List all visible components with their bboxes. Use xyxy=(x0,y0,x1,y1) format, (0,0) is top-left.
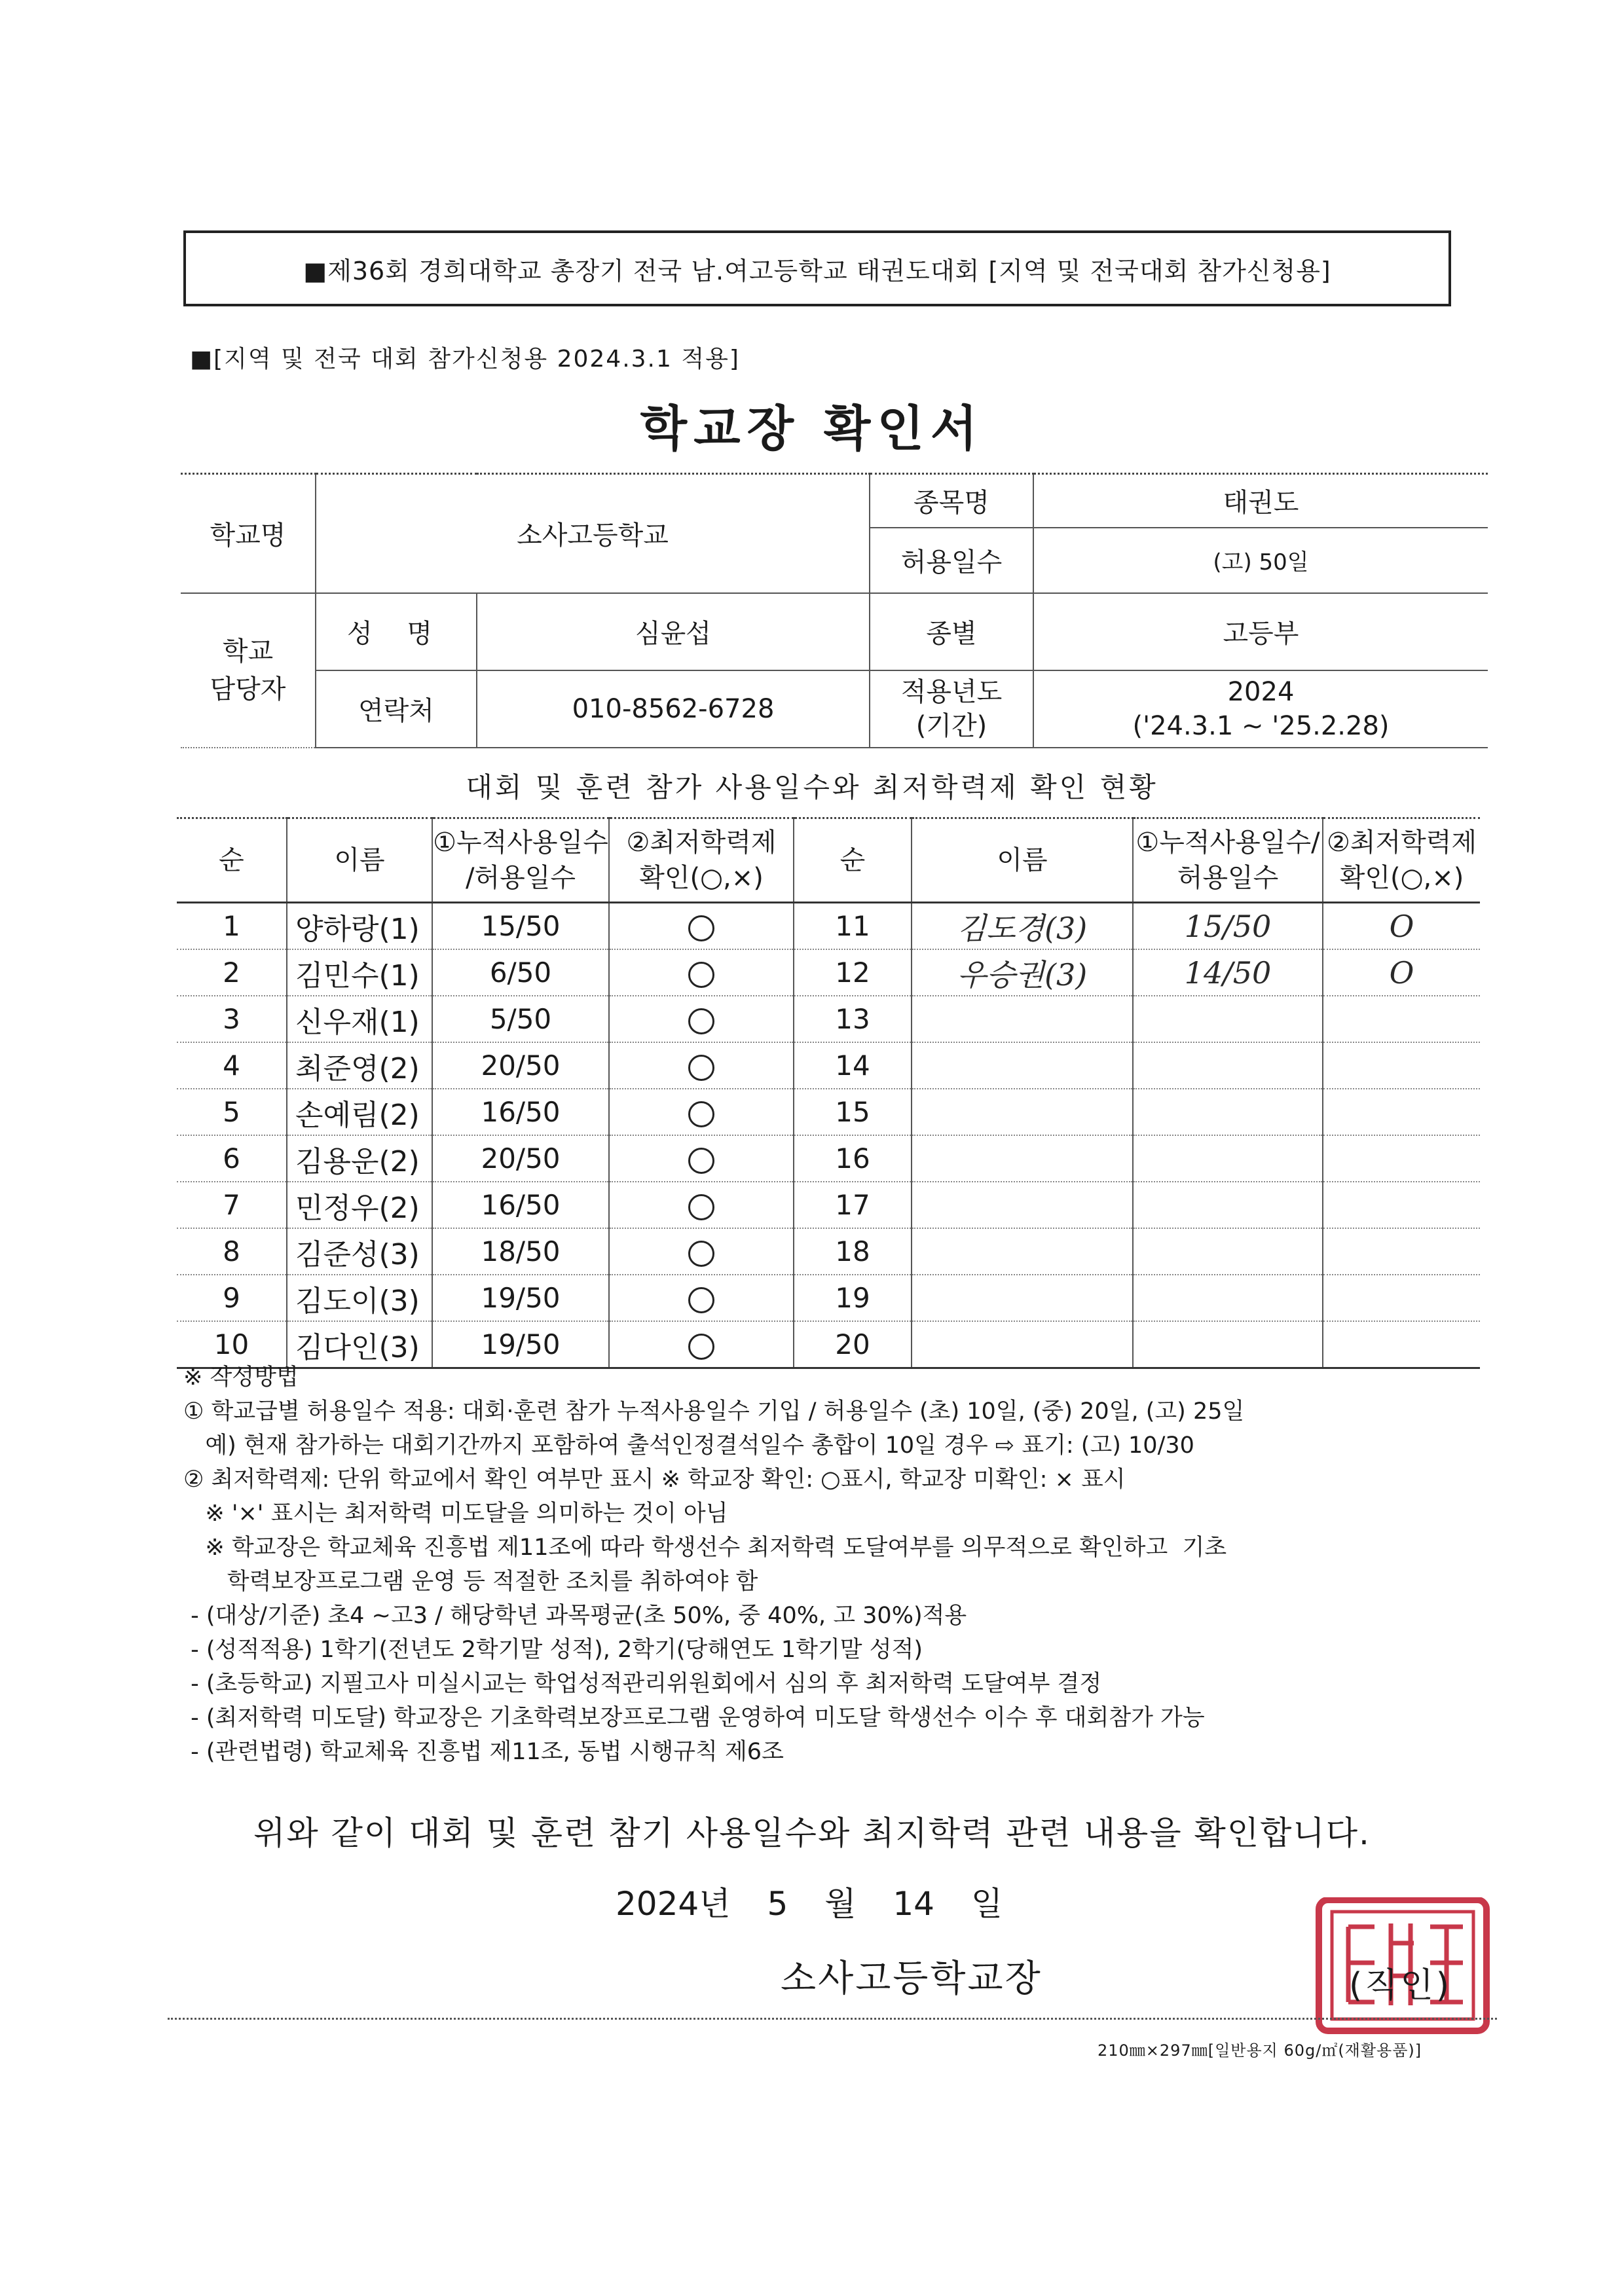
row-check-left xyxy=(609,1275,794,1321)
row-name-left xyxy=(287,1228,432,1275)
col-check-right-line2: 확인(○,×) xyxy=(1339,863,1464,893)
row-name-right xyxy=(912,1275,1133,1321)
row-name-left xyxy=(287,1182,432,1228)
row-name-left-text: 김도이(3) xyxy=(295,1284,420,1318)
col-check-left-line2: 확인(○,×) xyxy=(639,863,764,893)
row-name-left-text: 김용운(2) xyxy=(295,1144,420,1178)
row-days-right xyxy=(1133,949,1323,996)
row-check-left xyxy=(609,949,794,996)
row-days-left xyxy=(432,1135,609,1182)
row-check-left xyxy=(609,1182,794,1228)
row-days-right-text: 15/50 xyxy=(1184,908,1272,944)
check-circle-icon xyxy=(688,1287,714,1313)
check-circle-icon xyxy=(688,1334,714,1360)
status-row xyxy=(177,1135,1480,1182)
row-no-left-text: 2 xyxy=(223,957,240,989)
col-no-right: 순 xyxy=(794,818,912,903)
row-name-left-text: 양하랑(1) xyxy=(295,912,420,946)
note-line: ※ 학교장은 학교체육 진흥법 제11조에 따라 학생선수 최저학력 도달여부를 의무적으로 확인하고 기초 xyxy=(183,1535,1227,1561)
notes-heading: ※ 작성방법 xyxy=(183,1364,299,1391)
row-no-right xyxy=(794,1182,912,1228)
row-no-right-text: 16 xyxy=(835,1142,870,1175)
row-days-left xyxy=(432,996,609,1042)
period-label xyxy=(870,670,1033,748)
staff-label-line1: 학교 xyxy=(222,636,274,666)
row-no-right-text: 11 xyxy=(835,910,870,942)
row-no-right-text: 12 xyxy=(835,957,870,989)
row-days-left-text: 19/50 xyxy=(481,1282,561,1314)
check-circle-icon xyxy=(688,1148,714,1174)
row-name-left-text: 김준성(3) xyxy=(295,1237,420,1271)
confirmation-statement: 위와 같이 대회 및 훈련 참기 사용일수와 최지학력 관련 내용을 확인합니다. xyxy=(253,1814,1371,1852)
row-no-right xyxy=(794,949,912,996)
event-title: ■제36회 경희대학교 총장기 전국 남.여고등학교 태권도대회 [지역 및 전국대회 참가신청용] xyxy=(303,256,1331,285)
row-days-right-text: 14/50 xyxy=(1184,955,1272,991)
col-check-left-line1: ②최저학력제 xyxy=(626,828,777,858)
row-check-left xyxy=(609,996,794,1042)
writing-instructions xyxy=(183,1360,1486,1769)
row-check-right xyxy=(1323,1089,1480,1135)
row-check-left xyxy=(609,903,794,950)
status-row xyxy=(177,949,1480,996)
row-days-right xyxy=(1133,1182,1323,1228)
staff-name-value: 심윤섭 xyxy=(477,593,870,670)
division-value: 고등부 xyxy=(1033,593,1488,670)
sport-value: 태권도 xyxy=(1033,474,1488,528)
status-row xyxy=(177,996,1480,1042)
row-no-right-text: 17 xyxy=(835,1189,870,1221)
col-days-left xyxy=(432,818,609,903)
row-days-left-text: 18/50 xyxy=(481,1235,561,1267)
row-no-right-text: 19 xyxy=(835,1282,870,1314)
row-days-left-text: 15/50 xyxy=(481,910,561,942)
row-days-right xyxy=(1133,1275,1323,1321)
row-no-left xyxy=(177,903,287,950)
staff-name-label: 성 명 xyxy=(316,593,477,670)
col-no-left: 순 xyxy=(177,818,287,903)
staff-label-line2: 담당자 xyxy=(210,674,286,704)
col-check-right xyxy=(1323,818,1480,903)
col-check-left xyxy=(609,818,794,903)
col-days-left-line1: ①누적사용일수 xyxy=(433,828,608,858)
row-no-right xyxy=(794,903,912,950)
row-check-right xyxy=(1323,903,1480,950)
staff-label xyxy=(181,593,316,748)
status-section-title: 대회 및 훈련 참가 사용일수와 최저학력제 확인 현황 xyxy=(466,771,1158,803)
check-circle-icon xyxy=(688,1241,714,1267)
row-check-right xyxy=(1323,996,1480,1042)
contact-label: 연락처 xyxy=(316,670,477,748)
note-line: ※ '×' 표시는 최저학력 미도달을 의미하는 것이 아님 xyxy=(183,1501,728,1527)
row-no-right-text: 20 xyxy=(835,1328,870,1360)
status-table xyxy=(177,817,1480,1369)
row-no-left xyxy=(177,1042,287,1089)
contact-value: 010-8562-6728 xyxy=(477,670,870,748)
row-check-right xyxy=(1323,1228,1480,1275)
row-name-left xyxy=(287,1135,432,1182)
row-no-left xyxy=(177,949,287,996)
row-name-right xyxy=(912,1042,1133,1089)
row-name-right xyxy=(912,1135,1133,1182)
row-no-left-text: 8 xyxy=(223,1235,240,1267)
footer-divider xyxy=(168,2018,1497,2020)
row-no-left xyxy=(177,1135,287,1182)
event-title-box xyxy=(183,230,1451,306)
row-no-left-text: 10 xyxy=(213,1328,249,1360)
col-days-left-line2: /허용일수 xyxy=(465,863,576,893)
row-name-right xyxy=(912,1228,1133,1275)
row-no-right xyxy=(794,1228,912,1275)
check-circle-icon xyxy=(688,962,714,988)
note-line: - (대상/기준) 초4 ~고3 / 해당학년 과목평균(초 50%, 중 40%, 고 30%)적용 xyxy=(183,1603,967,1629)
allowed-days-value: (고) 50일 xyxy=(1033,528,1488,593)
period-label-line2: (기간) xyxy=(915,710,987,741)
row-days-right xyxy=(1133,1042,1323,1089)
row-name-right xyxy=(912,1182,1133,1228)
row-name-left-text: 김다인(3) xyxy=(295,1330,420,1364)
row-days-left-text: 16/50 xyxy=(481,1189,561,1221)
row-days-left xyxy=(432,1275,609,1321)
row-no-right xyxy=(794,1042,912,1089)
principal-title: 소사고등학교장 xyxy=(781,1958,1043,2000)
row-no-left-text: 5 xyxy=(223,1096,240,1128)
col-name-left: 이름 xyxy=(287,818,432,903)
status-row xyxy=(177,1182,1480,1228)
note-line: ② 최저학력제: 단위 학교에서 확인 여부만 표시 ※ 학교장 확인: ○표시, 학교장 미확인: × 표시 xyxy=(183,1467,1126,1493)
col-days-right-line2: 허용일수 xyxy=(1177,863,1279,893)
status-header-row xyxy=(177,818,1480,903)
school-info-table xyxy=(181,473,1488,748)
row-name-left xyxy=(287,949,432,996)
row-no-left-text: 6 xyxy=(223,1142,240,1175)
row-check-right-text: O xyxy=(1389,955,1414,991)
row-days-right xyxy=(1133,1135,1323,1182)
row-no-right-text: 15 xyxy=(835,1096,870,1128)
document-title: 학교장 확인서 xyxy=(640,401,984,457)
check-circle-icon xyxy=(688,1008,714,1034)
note-line: ① 학교급별 허용일수 적용: 대회·훈련 참가 누적사용일수 기입 / 허용일수 (초) 10일, (중) 20일, (고) 25일 xyxy=(183,1398,1245,1425)
row-days-left xyxy=(432,1042,609,1089)
row-no-left-text: 1 xyxy=(223,910,240,942)
row-name-right xyxy=(912,949,1133,996)
row-days-left-text: 16/50 xyxy=(481,1096,561,1128)
row-no-left xyxy=(177,1228,287,1275)
note-line: - (초등학교) 지필고사 미실시교는 학업성적관리위원회에서 심의 후 최저학력 도달여부 결정 xyxy=(183,1671,1102,1697)
row-name-right xyxy=(912,996,1133,1042)
row-no-left xyxy=(177,1089,287,1135)
row-name-left xyxy=(287,996,432,1042)
period-label-line1: 적용년도 xyxy=(900,676,1003,707)
row-no-left xyxy=(177,996,287,1042)
form-subheading: ■[지역 및 전국 대회 참가신청용 2024.3.1 적용] xyxy=(190,346,740,373)
sport-label: 종목명 xyxy=(870,474,1033,528)
row-no-right xyxy=(794,1275,912,1321)
row-no-right xyxy=(794,1135,912,1182)
col-days-right xyxy=(1133,818,1323,903)
row-days-left xyxy=(432,1228,609,1275)
check-circle-icon xyxy=(688,1101,714,1127)
row-days-right xyxy=(1133,903,1323,950)
status-row xyxy=(177,1275,1480,1321)
status-row xyxy=(177,1228,1480,1275)
row-days-left xyxy=(432,1089,609,1135)
row-no-left-text: 3 xyxy=(223,1003,240,1035)
note-line: 예) 현재 참가하는 대회기간까지 포함하여 출석인정결석일수 총합이 10일 경우 ⇨ 표기: (고) 10/30 xyxy=(183,1432,1194,1459)
status-row xyxy=(177,1089,1480,1135)
row-check-right xyxy=(1323,949,1480,996)
row-name-right-text: 김도경(3) xyxy=(957,910,1088,946)
row-check-left xyxy=(609,1135,794,1182)
division-label: 종별 xyxy=(870,593,1033,670)
row-check-left xyxy=(609,1089,794,1135)
row-days-left-text: 20/50 xyxy=(481,1142,561,1175)
row-check-right xyxy=(1323,1135,1480,1182)
row-days-right xyxy=(1133,996,1323,1042)
row-check-right-text: O xyxy=(1389,908,1414,944)
row-no-left-text: 9 xyxy=(223,1282,240,1314)
row-name-left xyxy=(287,1275,432,1321)
row-no-left-text: 7 xyxy=(223,1189,240,1221)
note-line: - (최저학력 미도달) 학교장은 기초학력보장프로그램 운영하여 미도달 학생선수 이수 후 대회참가 가능 xyxy=(183,1705,1205,1731)
row-days-left-text: 20/50 xyxy=(481,1049,561,1082)
row-name-left xyxy=(287,903,432,950)
row-days-left-text: 5/50 xyxy=(489,1003,552,1035)
row-name-right xyxy=(912,903,1133,950)
row-no-right xyxy=(794,996,912,1042)
row-days-left-text: 19/50 xyxy=(481,1328,561,1360)
check-circle-icon xyxy=(688,1055,714,1081)
paper-spec: 210㎜×297㎜[일반용지 60g/㎡(재활용품)] xyxy=(1098,2041,1422,2060)
row-name-left-text: 신우재(1) xyxy=(295,1005,420,1039)
period-year: 2024 xyxy=(1227,676,1295,707)
row-name-right-text: 우승권(3) xyxy=(957,957,1088,993)
row-days-right xyxy=(1133,1228,1323,1275)
row-name-left-text: 김민수(1) xyxy=(295,958,420,993)
school-name-label: 학교명 xyxy=(181,474,316,593)
row-days-left xyxy=(432,1182,609,1228)
school-name-value: 소사고등학교 xyxy=(316,474,870,593)
check-circle-icon xyxy=(688,915,714,941)
row-name-left xyxy=(287,1042,432,1089)
row-no-left xyxy=(177,1275,287,1321)
col-name-right: 이름 xyxy=(912,818,1133,903)
confirmation-date: 2024년 5 월 14 일 xyxy=(616,1885,1003,1923)
row-check-left xyxy=(609,1228,794,1275)
row-check-right xyxy=(1323,1182,1480,1228)
row-no-left-text: 4 xyxy=(223,1049,240,1082)
period-value xyxy=(1033,670,1488,748)
note-line: - (관련법령) 학교체육 진흥법 제11조, 동법 시행규칙 제6조 xyxy=(183,1739,784,1765)
col-check-right-line1: ②최저학력제 xyxy=(1326,828,1477,858)
row-name-left-text: 최준영(2) xyxy=(295,1051,420,1085)
note-line: 학력보장프로그램 운영 등 적절한 조치를 취하여야 함 xyxy=(183,1569,758,1595)
status-row xyxy=(177,1042,1480,1089)
note-line: - (성적적용) 1학기(전년도 2학기말 성적), 2학기(당해연도 1학기말 성적) xyxy=(183,1637,923,1663)
row-days-right xyxy=(1133,1089,1323,1135)
row-days-left xyxy=(432,903,609,950)
row-no-right-text: 14 xyxy=(835,1049,870,1082)
row-no-right-text: 18 xyxy=(835,1235,870,1267)
seal-label: (직인) xyxy=(1349,1966,1452,2005)
row-no-right-text: 13 xyxy=(835,1003,870,1035)
col-days-right-line1: ①누적사용일수/ xyxy=(1135,828,1320,858)
row-check-left xyxy=(609,1042,794,1089)
row-no-left xyxy=(177,1182,287,1228)
row-days-left-text: 6/50 xyxy=(489,957,552,989)
row-name-left-text: 손예림(2) xyxy=(295,1098,420,1132)
allowed-days-label: 허용일수 xyxy=(870,528,1033,593)
row-check-right xyxy=(1323,1275,1480,1321)
status-row xyxy=(177,903,1480,950)
row-no-right xyxy=(794,1089,912,1135)
row-name-left-text: 민정우(2) xyxy=(295,1191,420,1225)
check-circle-icon xyxy=(688,1194,714,1220)
row-name-right xyxy=(912,1089,1133,1135)
row-check-right xyxy=(1323,1042,1480,1089)
row-name-left xyxy=(287,1089,432,1135)
row-days-left xyxy=(432,949,609,996)
period-range: ('24.3.1 ~ '25.2.28) xyxy=(1132,710,1390,741)
